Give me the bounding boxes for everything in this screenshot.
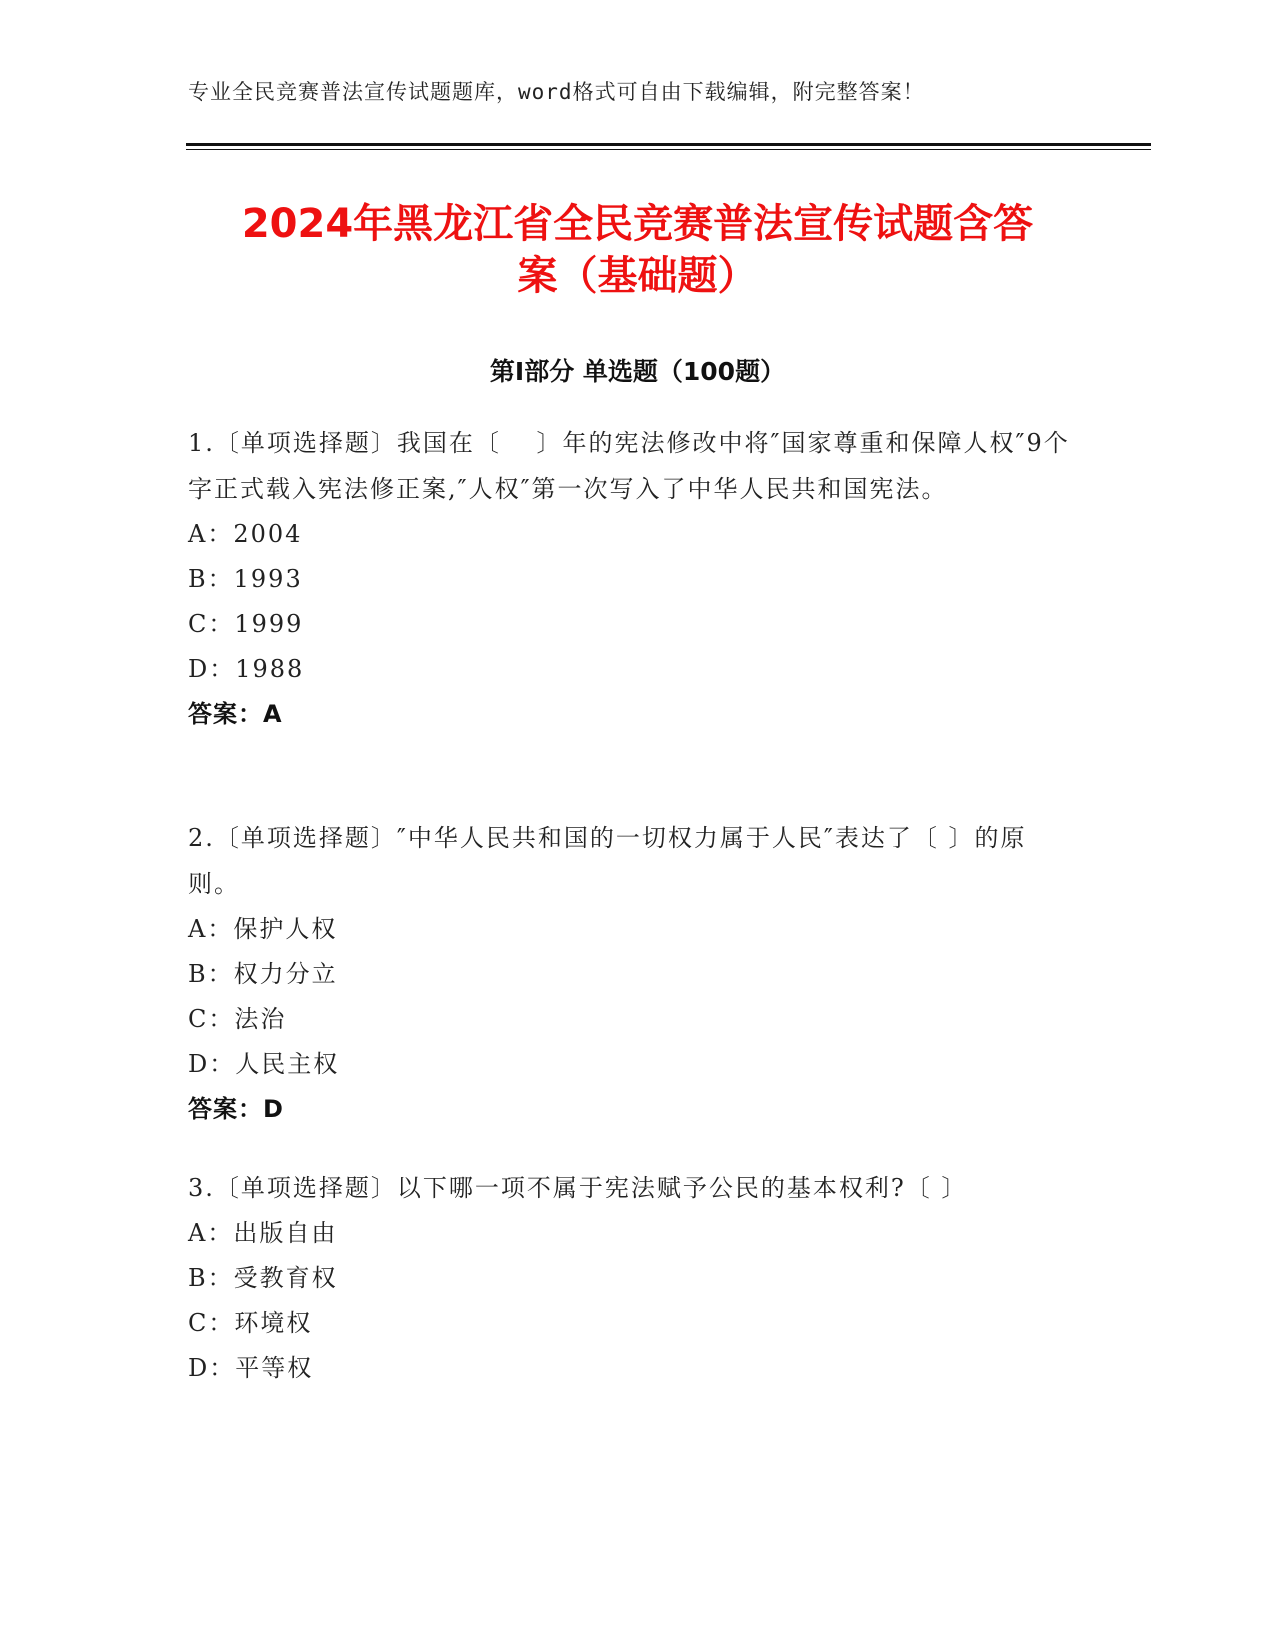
document-title-line-2: 案（基础题） [517, 253, 758, 299]
answer-line: 答案：D [188, 1095, 284, 1123]
question-stem: 1.〔单项选择题〕我国在〔 〕年的宪法修改中将″国家尊重和保障人权″9个字正式载入宪法修正案,″人权″第一次写入了中华人民共和国宪法。 [188, 429, 1070, 503]
answer-line: 答案：A [188, 700, 283, 728]
option-c: C：环境权 [188, 1309, 313, 1337]
option-a: A：出版自由 [188, 1219, 338, 1247]
header-note: 专业全民竞赛普法宣传试题题库，word格式可自由下载编辑，附完整答案！ [188, 80, 925, 104]
question-stem: 3.〔单项选择题〕以下哪一项不属于宪法赋予公民的基本权利?〔 〕 [188, 1174, 968, 1202]
option-b: B：权力分立 [188, 960, 338, 988]
question-3 [188, 1165, 1078, 1391]
question-2 [188, 815, 1078, 1132]
document-title [160, 198, 1115, 302]
section-title: 第Ⅰ部分 单选题（100题） [489, 357, 786, 386]
option-d: D：1988 [188, 655, 305, 683]
option-b: B：1993 [188, 565, 303, 593]
option-b: B：受教育权 [188, 1264, 338, 1292]
question-1 [188, 420, 1078, 737]
document-title-line-1: 2024年黑龙江省全民竞赛普法宣传试题含答 [241, 201, 1034, 247]
option-a: A：保护人权 [188, 915, 338, 943]
option-d: D：平等权 [188, 1354, 314, 1382]
option-a: A：2004 [188, 520, 303, 548]
option-c: C：1999 [188, 610, 304, 638]
header-rule-thin [186, 149, 1151, 150]
question-stem: 2.〔单项选择题〕″中华人民共和国的一切权力属于人民″表达了〔 〕的原则。 [188, 824, 1027, 898]
header-rule-thick [186, 143, 1151, 146]
option-c: C：法治 [188, 1005, 287, 1033]
option-d: D：人民主权 [188, 1050, 340, 1078]
